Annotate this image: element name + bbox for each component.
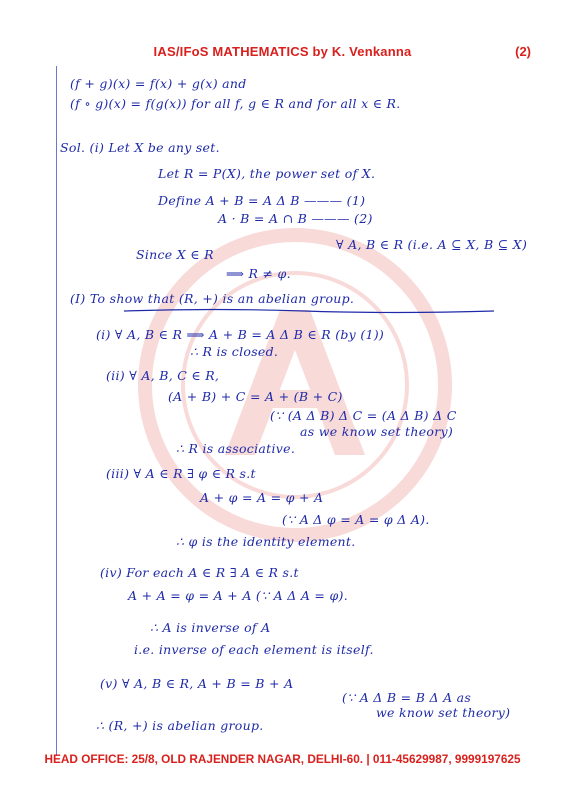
note-line-22: (iv) For each A ∈ R ∃ A ∈ R s.t bbox=[100, 565, 299, 580]
page-footer: HEAD OFFICE: 25/8, OLD RAJENDER NAGAR, DELHI-60. | 011-45629987, 9999197625 bbox=[44, 752, 521, 766]
note-line-29: ∴ (R, +) is abelian group. bbox=[96, 718, 264, 733]
underline-decoration bbox=[124, 308, 494, 314]
note-line-25: i.e. inverse of each element is itself. bbox=[134, 642, 374, 657]
note-line-18: (iii) ∀ A ∈ R ∃ φ ∈ R s.t bbox=[106, 466, 256, 481]
page-number: (2) bbox=[515, 44, 531, 59]
note-line-17: ∴ R is associative. bbox=[176, 441, 296, 456]
note-line-11: (i) ∀ A, B ∈ R ⟹ A + B = A Δ B ∈ R (by (1)) bbox=[96, 327, 385, 342]
note-line-1: (f + g)(x) = f(x) + g(x) and bbox=[70, 76, 247, 91]
note-line-14: (A + B) + C = A + (B + C) bbox=[168, 389, 343, 404]
note-line-21: ∴ φ is the identity element. bbox=[176, 534, 356, 549]
note-line-26: (v) ∀ A, B ∈ R, A + B = B + A bbox=[100, 676, 294, 691]
note-line-7: ∀ A, B ∈ R (i.e. A ⊆ X, B ⊆ X) bbox=[336, 237, 528, 252]
note-line-6: A · B = A ∩ B ——— (2) bbox=[218, 211, 373, 226]
note-line-12: ∴ R is closed. bbox=[190, 344, 279, 359]
note-line-9: ⟹ R ≠ φ. bbox=[226, 266, 291, 281]
note-line-28: we know set theory) bbox=[376, 705, 511, 720]
note-line-27: (∵ A Δ B = B Δ A as bbox=[342, 690, 472, 705]
note-line-15: (∵ (A Δ B) Δ C = (A Δ B) Δ C bbox=[270, 408, 457, 423]
note-line-2: (f ∘ g)(x) = f(g(x)) for all f, g ∈ R and for all x ∈ R. bbox=[70, 96, 401, 111]
note-line-5: Define A + B = A Δ B ——— (1) bbox=[158, 193, 366, 208]
note-line-8: Since X ∈ R bbox=[136, 247, 214, 262]
note-line-10: (I) To show that (R, +) is an abelian group. bbox=[70, 291, 355, 306]
note-line-20: (∵ A Δ φ = A = φ Δ A). bbox=[282, 512, 430, 527]
page-header-title: IAS/IFoS MATHEMATICS by K. Venkanna bbox=[153, 44, 412, 59]
note-line-4: Let R = P(X), the power set of X. bbox=[158, 166, 376, 181]
note-line-24: ∴ A is inverse of A bbox=[150, 620, 271, 635]
note-line-19: A + φ = A = φ + A bbox=[200, 490, 324, 505]
note-line-16: as we know set theory) bbox=[300, 424, 454, 439]
note-line-3: Sol. (i) Let X be any set. bbox=[60, 140, 220, 155]
margin-line bbox=[56, 66, 57, 756]
note-line-23: A + A = φ = A + A (∵ A Δ A = φ). bbox=[128, 588, 348, 603]
note-line-13: (ii) ∀ A, B, C ∈ R, bbox=[106, 368, 220, 383]
